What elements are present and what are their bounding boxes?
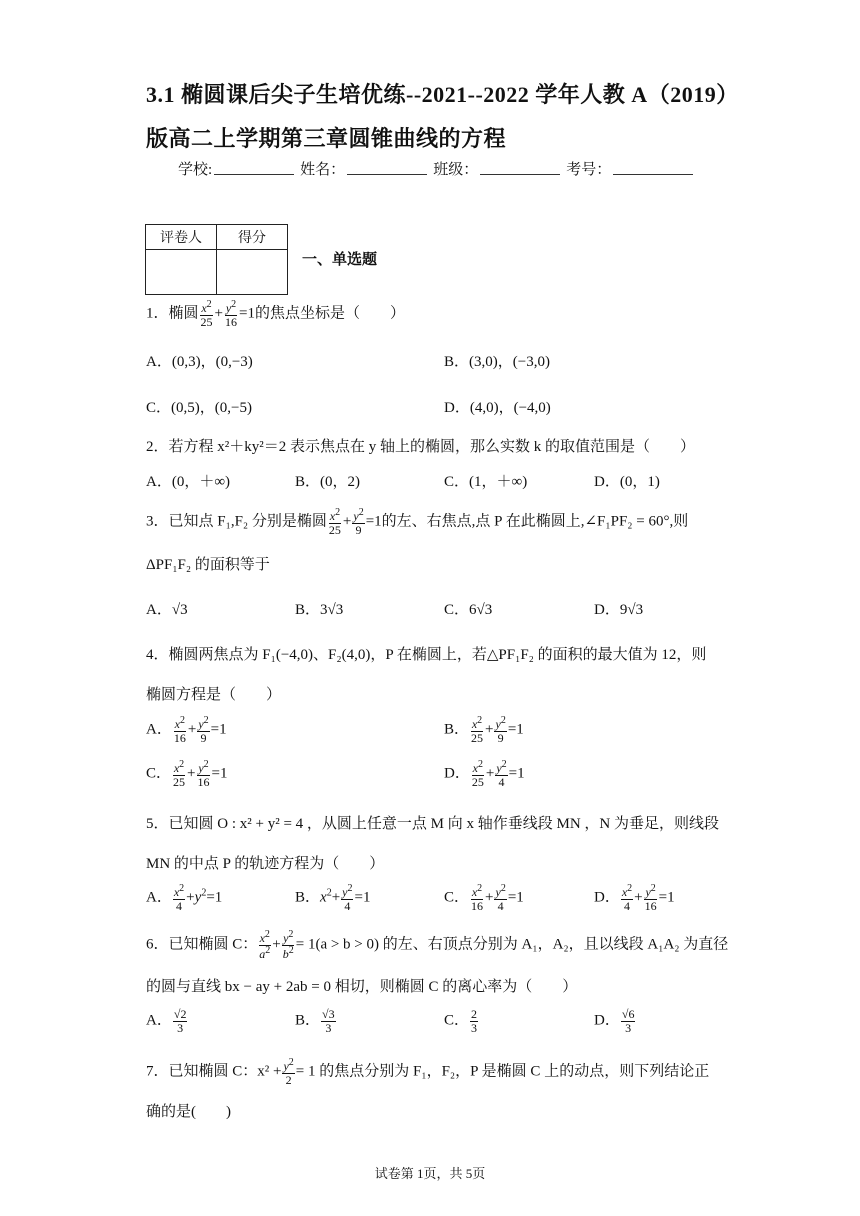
- question-2-option-c[interactable]: C．(1，＋∞): [444, 474, 528, 490]
- fraction: $\frac{y^2}{9}$: [495, 715, 506, 745]
- question-5-stem2: MN 的中点 P 的轨迹方程为（ ）: [146, 856, 385, 872]
- fraction: $\frac{2}{3}$: [471, 1007, 478, 1035]
- question-2-option-a[interactable]: A．(0，＋∞): [146, 474, 231, 490]
- question-3-stem-post: 的左、右焦点,点 P 在此椭圆上,∠F₁PF₂ = 60°,则: [381, 513, 689, 530]
- fraction: $\frac{x^2}{25}$: [471, 759, 484, 789]
- fraction: $\frac{√2}{3}$: [173, 1007, 187, 1035]
- question-2-option-d[interactable]: D．(0，1): [594, 474, 660, 490]
- question-1-stem-pre: 1．椭圆: [146, 305, 199, 322]
- question-1-stem: 1．椭圆 $\frac{x^2}{25}$ + $\frac{y^2}{16}$ =1的焦点坐标是（ ）: [146, 299, 405, 329]
- section-title: 一、单选题: [302, 252, 378, 268]
- question-1-option-b[interactable]: B．(3,0)，(−3,0): [444, 354, 550, 370]
- question-4-option-c[interactable]: C． $\frac{x^2}{25}$ + $\frac{y^2}{16}$ =1: [146, 759, 228, 789]
- question-5-option-b[interactable]: B．$x^2+$ $\frac{y^2}{4}$ =1: [295, 883, 371, 913]
- question-3-option-d[interactable]: D．9√3: [594, 602, 644, 618]
- fraction: $\frac{y^2}{4}$: [496, 759, 507, 789]
- fraction: $\frac{y^2}{9}$: [353, 507, 364, 537]
- fraction: $\frac{x^2}{25}$: [471, 715, 484, 745]
- fraction: $\frac{x^2}{4}$: [173, 883, 185, 913]
- question-3-stem: 3．已知点 F₁,F₂ 分别是椭圆 $\frac{x^2}{25}$ + $\frac{y^2}{9}$ =1的左、右焦点,点 P 在此椭圆上,∠F₁PF₂ = 60°,则: [146, 507, 689, 537]
- grader-header: 评卷人: [146, 225, 217, 250]
- fraction: $\frac{y^2}{4}$: [495, 883, 506, 913]
- fraction: $\frac{y^2}{16}$: [197, 759, 210, 789]
- score-cell[interactable]: [217, 250, 288, 295]
- fraction: $\frac{√6}{3}$: [621, 1007, 635, 1035]
- score-table: [145, 224, 288, 295]
- student-info-row: [178, 158, 699, 179]
- fraction: $\frac{x^2}{4}$: [621, 883, 633, 913]
- grader-cell[interactable]: [146, 250, 217, 295]
- question-6-stem-pre: 6．已知椭圆 C：: [146, 936, 258, 953]
- fraction: $\frac{x^2}{25}$: [200, 299, 213, 329]
- question-6-stem2: 的圆与直线 bx − ay + 2ab = 0 相切，则椭圆 C 的离心率为（ ）: [146, 979, 578, 995]
- question-1-option-d[interactable]: D．(4,0)，(−4,0): [444, 400, 551, 416]
- fraction: $\frac{√3}{3}$: [322, 1007, 335, 1035]
- question-3-stem2: ΔPF₁F₂ 的面积等于: [146, 557, 270, 573]
- question-4-option-a[interactable]: A． $\frac{x^2}{16}$ + $\frac{y^2}{9}$ =1: [146, 715, 227, 745]
- question-7-stem2: 确的是( ): [146, 1104, 231, 1120]
- question-2-option-b[interactable]: B．(0，2): [295, 474, 360, 490]
- score-header: 得分: [217, 225, 288, 250]
- exam-title-line2: 版高二上学期第三章圆锥曲线的方程: [146, 126, 507, 151]
- page-footer: 试卷第 1页，共 5页: [374, 1166, 486, 1181]
- option-letter: C．: [146, 765, 172, 782]
- question-4-stem2: 椭圆方程是（ ）: [146, 687, 282, 703]
- question-1-option-c[interactable]: C．(0,5)，(0,−5): [146, 400, 252, 416]
- fraction: $\frac{y^2}{16}$: [224, 299, 237, 329]
- question-6-option-b[interactable]: [295, 1008, 337, 1034]
- question-4-stem: 4．椭圆两焦点为 F₁(−4,0)、F₂(4,0)，P 在椭圆上，若△PF₁F₂ 的面积的最大值为 12，则: [146, 647, 707, 663]
- question-1-option-a[interactable]: A．(0,3)，(0,−3): [146, 354, 253, 370]
- class-label: 班级：: [433, 162, 479, 178]
- option-letter: A．: [146, 1012, 172, 1029]
- fraction: $\frac{x^2}{a^2}$: [259, 929, 271, 961]
- question-6-option-a[interactable]: [146, 1008, 188, 1034]
- option-letter: B．: [295, 1012, 321, 1029]
- option-letter: A．: [146, 721, 172, 738]
- fraction: $\frac{y^2}{9}$: [198, 715, 209, 745]
- option-letter: B．: [295, 889, 321, 906]
- question-6-stem: 6．已知椭圆 C： $\frac{x^2}{a^2}$ + $\frac{y^2}{b^2}$ = 1(a > b > 0) 的左、右顶点分别为 A₁，A₂，且以线段 A₁A₂ 为直径: [146, 929, 729, 961]
- question-7-stem-pre: 7．已知椭圆 C：x² +: [146, 1063, 282, 1080]
- option-letter: C．: [444, 1012, 470, 1029]
- fraction: $\frac{y^2}{16}$: [644, 883, 657, 913]
- fraction: $\frac{x^2}{16}$: [173, 715, 186, 745]
- school-blank[interactable]: [214, 158, 294, 175]
- option-letter: B．: [444, 721, 470, 738]
- question-5-stem: 5．已知圆 O : x² + y² = 4 ，从圆上任意一点 M 向 x 轴作垂线段 MN ，N 为垂足，则线段: [146, 816, 720, 832]
- name-label: 姓名：: [300, 162, 346, 178]
- question-1-stem-post: 的焦点坐标是（ ）: [254, 305, 405, 322]
- school-label: 学校:: [178, 162, 213, 178]
- name-blank[interactable]: [347, 158, 427, 175]
- option-letter: D．: [594, 1012, 620, 1029]
- option-letter: D．: [444, 765, 470, 782]
- exam-title-line1: 3.1 椭圆课后尖子生培优练--2021--2022 学年人教 A（2019）: [146, 82, 739, 107]
- question-3-stem-pre: 3．已知点 F₁,F₂ 分别是椭圆: [146, 513, 327, 530]
- question-5-option-c[interactable]: C． $\frac{x^2}{16}$ + $\frac{y^2}{4}$ =1: [444, 883, 524, 913]
- option-letter: C．: [444, 889, 470, 906]
- question-3-option-a[interactable]: A．√3: [146, 602, 188, 618]
- question-6-option-d[interactable]: [594, 1008, 636, 1034]
- fraction: $\frac{y^2}{b^2}$: [282, 929, 294, 961]
- number-blank[interactable]: [613, 158, 693, 175]
- question-7-stem: [146, 1058, 709, 1086]
- question-4-option-d[interactable]: D． $\frac{x^2}{25}$ + $\frac{y^2}{4}$ =1: [444, 759, 525, 789]
- question-2-stem: 2．若方程 x²＋ky²＝2 表示焦点在 y 轴上的椭圆，那么实数 k 的取值范围是（ ）: [146, 439, 695, 455]
- question-5-option-d[interactable]: D． $\frac{x^2}{4}$ + $\frac{y^2}{16}$ =1: [594, 883, 675, 913]
- class-blank[interactable]: [480, 158, 560, 175]
- question-6-stem-post: = 1(a > b > 0) 的左、右顶点分别为 A₁，A₂，且以线段 A₁A₂ 为直径: [295, 936, 729, 953]
- fraction: $\frac{x^2}{16}$: [471, 883, 484, 913]
- question-7-stem-post: = 1 的焦点分别为 F₁，F₂，P 是椭圆 C 上的动点，则下列结论正: [295, 1063, 710, 1080]
- option-letter: D．: [594, 889, 620, 906]
- question-5-option-a[interactable]: A． $\frac{x^2}{4}$ $+y^2=1$: [146, 883, 223, 913]
- question-6-option-c[interactable]: [444, 1008, 479, 1034]
- question-3-option-b[interactable]: B．3√3: [295, 602, 344, 618]
- fraction: $\frac{y^2}{2}$: [283, 1057, 294, 1087]
- fraction: $\frac{y^2}{4}$: [342, 883, 353, 913]
- number-label: 考号：: [566, 162, 612, 178]
- fraction: $\frac{x^2}{25}$: [173, 759, 186, 789]
- option-letter: A．: [146, 889, 172, 906]
- question-4-option-b[interactable]: B． $\frac{x^2}{25}$ + $\frac{y^2}{9}$ =1: [444, 715, 524, 745]
- fraction: $\frac{x^2}{25}$: [328, 507, 341, 537]
- question-3-option-c[interactable]: C．6√3: [444, 602, 493, 618]
